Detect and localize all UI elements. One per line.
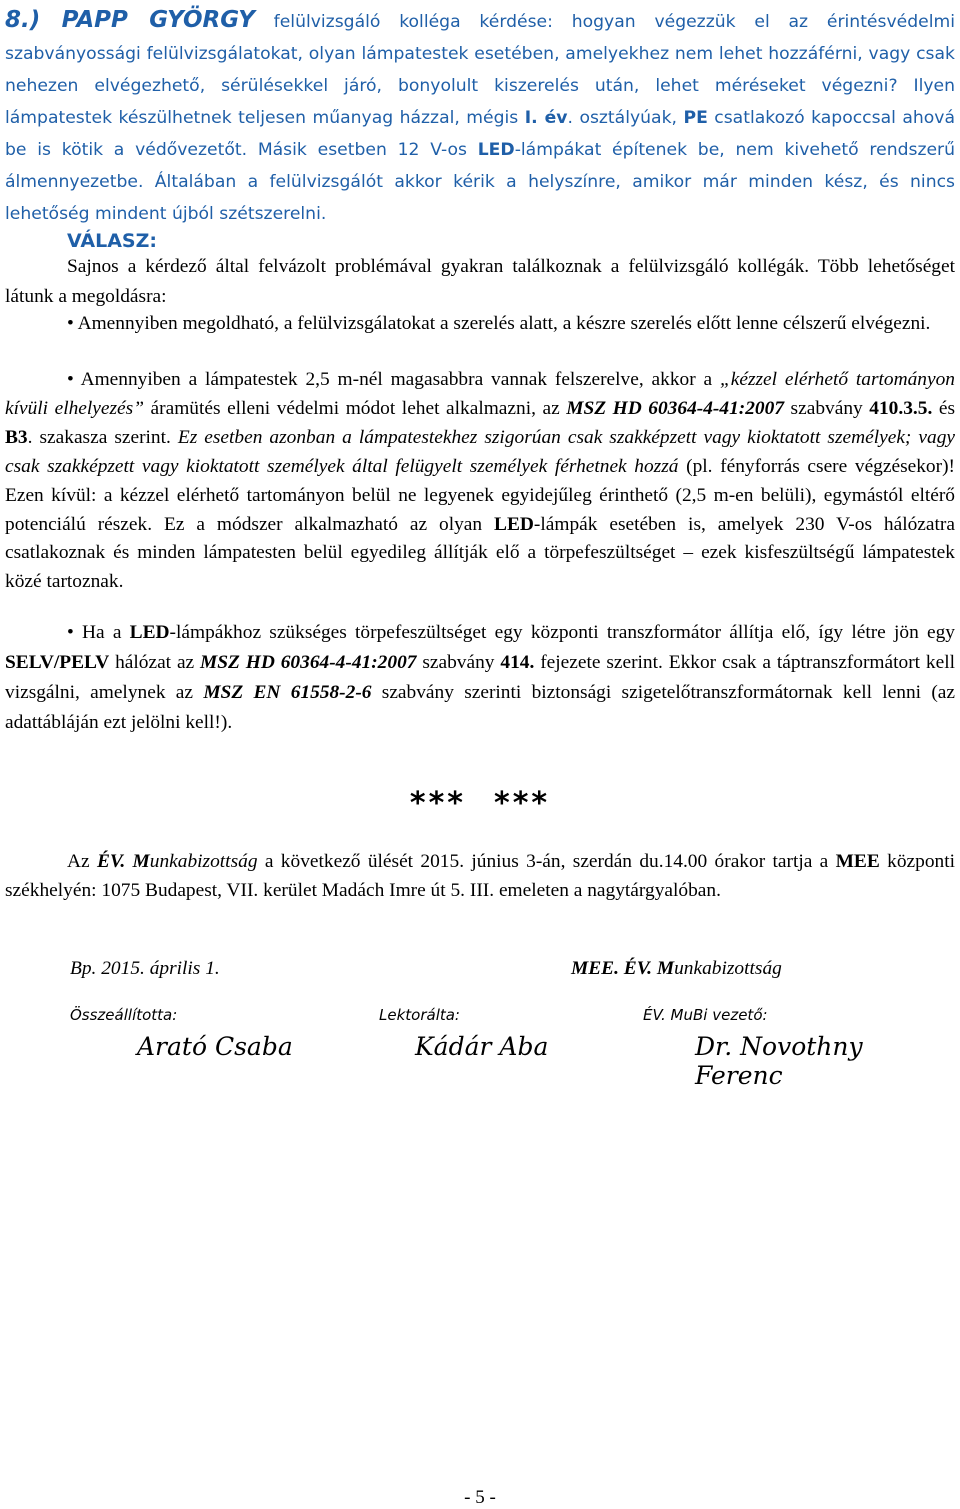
role-compiled-by: Összeállította: [70, 1006, 178, 1024]
selv-pelv-label: SELV/PELV [5, 652, 110, 673]
bullet-item-2 [5, 366, 955, 597]
question-paragraph [5, 4, 955, 230]
role-reviewed-by: Lektorálta: [379, 1006, 460, 1024]
bullet-item-1 [5, 309, 955, 339]
bullet-icon: • [67, 622, 74, 643]
meeting-paragraph [5, 848, 955, 905]
answer-intro: Sajnos a kérdező által felvázolt problémával gyakran találkoznak a felülvizsgáló kollégák. Több lehetőséget látunk a megoldásra: [5, 256, 955, 307]
stars-left: *** [409, 786, 466, 821]
signature-kadar: Kádár Aba [415, 1032, 549, 1061]
meeting-text: központi székhelyén: 1075 Budapest, VII. kerület Madách Imre út 5. III. emeleten a nagytárgyalóban. [5, 851, 955, 901]
committee-rest: unkabizottság [674, 958, 782, 979]
standard-ref: MSZ HD 60364-4-41:2007 [200, 652, 417, 673]
section-ref: 414. [500, 652, 535, 673]
committee-bold: MEE. ÉV. M [571, 958, 675, 979]
meeting-mee: MEE [835, 851, 880, 872]
bullet-text: -lámpák esetében is, amelyek 230 V-os hálózatra csatlakoznak és minden lámpatesten belül egyedileg állítják elő a törpefeszültséget – ezek kisfeszültségű lámpatestek közé tartoznak. [5, 513, 955, 593]
committee-name [571, 954, 782, 984]
question-text: csatlakozó kapoccsal ahová be is kötik a védővezetőt. Másik esetben 12 V-os [5, 108, 955, 160]
bullet-text: szabvány szerinti biztonsági szigetelőtranszformátornak kell lenni (az adattábláján ezt jelölni kell!). [5, 682, 955, 733]
bullet-text: fejezete szerint. Ekkor csak a táptranszformátort kell vizsgálni, amelynek az [5, 652, 955, 703]
bullet-text: Amennyiben a lámpatestek 2,5 m-nél magasabbra vannak felszerelve, akkor a [73, 369, 720, 390]
question-text: felülvizsgáló kolléga kérdése: hogyan végezzük el az érintésvédelmi szabványossági felülvizsgálatokat, olyan lámpatestek esetében, amelyekhez nem lehet hozzáférni, vagy csak nehezen elvégezhető, sérülésekkel járó, bonyolult kiszerelés után, lehet méréseket végezni? Ilyen lámpatestek készülhetnek teljesen műanyag házzal, mégis [5, 12, 955, 128]
standard-ref: MSZ HD 60364-4-41:2007 [566, 397, 785, 419]
bullet-text: szabvány [784, 397, 870, 419]
led-label: LED [129, 622, 170, 643]
bullet-text: és [932, 397, 955, 419]
bullet-text: szabvány [416, 652, 501, 673]
answer-heading: VÁLASZ: [67, 230, 157, 252]
role-head: ÉV. MuBi vezető: [643, 1006, 768, 1024]
meeting-text: Az [67, 851, 97, 872]
standard-ref: MSZ EN 61558-2-6 [203, 682, 372, 703]
signature-novothny: Dr. Novothny Ferenc [695, 1032, 863, 1090]
bullet-text: . szakasza szerint. [27, 426, 178, 448]
bullet-item-3 [5, 618, 955, 738]
question-text: -lámpákat építenek be, nem kivehető rendszerű álmennyezetbe. Általában a felülvizsgálót akkor kérik a helyszínre, amikor már minden kész, és nincs lehetőség mindent újból szétszerelni. [5, 140, 956, 224]
bullet-text: Amennyiben megoldható, a felülvizsgálatokat a szerelés alatt, a készre szerelés előtt lenne célszerű elvégezni. [73, 313, 931, 334]
meeting-org: unkabizottság [149, 851, 258, 872]
bullet-text: Ha a [73, 622, 130, 643]
section-ref: B3 [5, 426, 28, 448]
meeting-org: ÉV. M [96, 851, 150, 872]
question-pe-label: PE [683, 108, 708, 128]
question-title: 8.) PAPP GYÖRGY [5, 7, 255, 33]
stars-right: *** [494, 786, 551, 821]
document-date: Bp. 2015. április 1. [70, 958, 220, 979]
bullet-icon: • [67, 313, 74, 334]
meeting-text: a következő ülését 2015. június 3-án, szerdán du.14.00 órakor tartja a [257, 851, 836, 872]
led-label: LED [494, 513, 534, 535]
question-text: . osztályúak, [567, 108, 684, 128]
bullet-icon: • [67, 369, 74, 390]
separator-stars [5, 786, 955, 821]
bullet-text: hálózat az [109, 652, 201, 673]
bullet-italic: „kézzel elérhető tartományon kívüli elhelyezés” [5, 369, 955, 419]
question-led-label: LED [477, 140, 515, 160]
bullet-italic: Ez esetben azonban a lámpatestekhez szigorúan csak szakképzett vagy kioktatott személyek; vagy csak szakképzett vagy kioktatott személyek által felügyelt személyek férhetnek hozzá [5, 426, 955, 477]
section-ref: 410.3.5. [869, 397, 933, 419]
bullet-text: -lámpákhoz szükséges törpefeszültséget egy központi transzformátor állítja elő, így létre jön egy [169, 622, 955, 643]
page-number: - 5 - [464, 1487, 496, 1508]
signature-arato: Arató Csaba [137, 1032, 293, 1061]
question-class-label: I. év [524, 108, 568, 128]
bullet-text: áramütés elleni védelmi módot lehet alkalmazni, az [144, 397, 567, 419]
bullet-text: (pl. fényforrás csere végzésekor)! Ezen kívül: a kézzel elérhető tartományon belül ne legyenek egyidejűleg érinthető (2,5 m-en belüli), egymástól eltérő potenciálú részek. Ez a módszer alkalmazható az olyan [5, 455, 955, 535]
